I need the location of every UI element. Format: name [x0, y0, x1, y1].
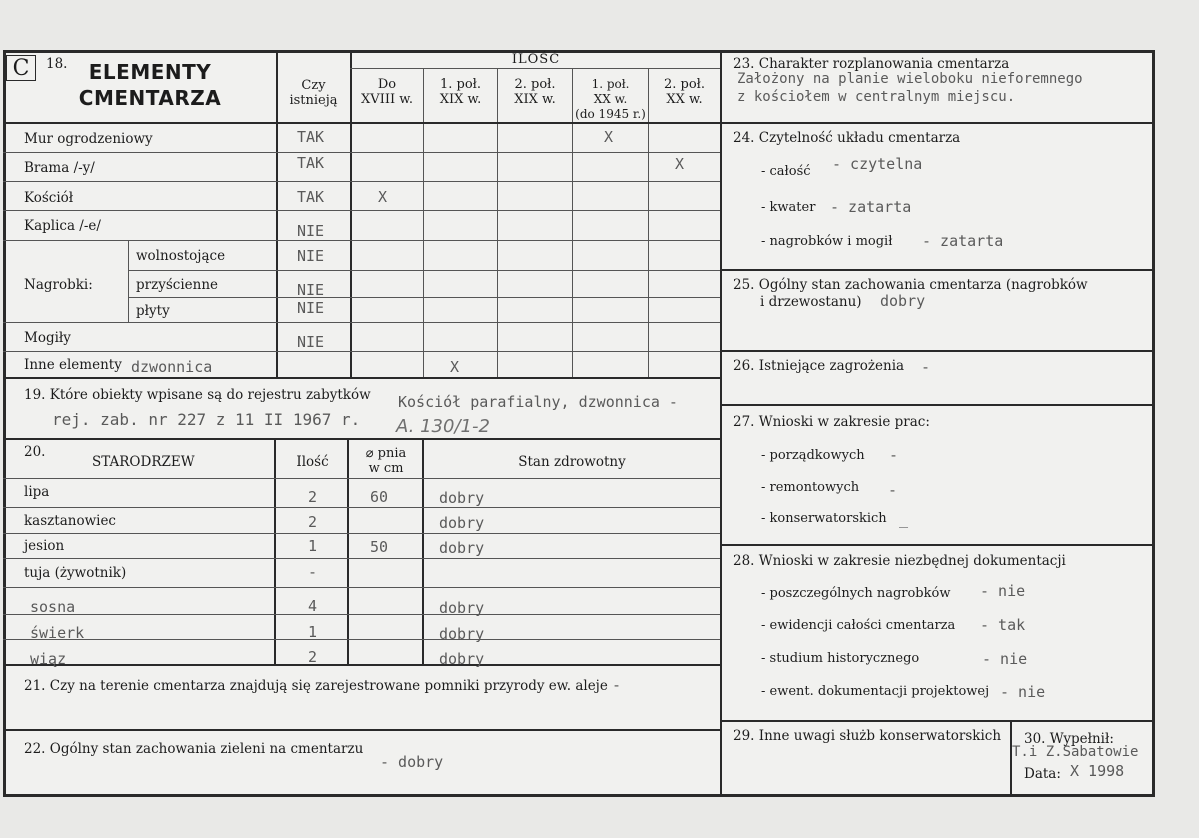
- section26-text: 26. Istniejące zagrożenia: [733, 358, 905, 374]
- section19-handwritten: A. 130/1-2: [396, 416, 490, 437]
- tree-state: dobry: [439, 599, 485, 617]
- section28-value: - nie: [980, 582, 1026, 600]
- section23-line2: z kościołem w centralnym miejscu.: [737, 89, 1016, 105]
- col-header-text: XVIII w.: [361, 92, 413, 107]
- value-kosciol-exists: TAK: [297, 188, 325, 206]
- section30-label: 30. Wypełnił:: [1024, 731, 1114, 747]
- section24-value: - czytelna: [832, 155, 923, 173]
- divider: [722, 404, 1153, 406]
- tree-count: 2: [307, 488, 318, 506]
- section27-title: 27. Wnioski w zakresie prac:: [733, 414, 930, 430]
- row-label-przyscienne: przyścienne: [136, 277, 219, 293]
- col-header-text: 2. poł.: [514, 77, 556, 92]
- row-line: [3, 614, 720, 615]
- section19-reg: rej. zab. nr 227 z 11 II 1967 r.: [52, 410, 361, 429]
- tree-count: 1: [307, 537, 318, 555]
- col-header-text: XIX w.: [439, 92, 482, 107]
- title-line-1: ELEMENTY: [88, 60, 212, 84]
- col-header-text: XX w.: [666, 92, 703, 107]
- tree-count: 2: [307, 513, 318, 531]
- section23-title: 23. Charakter rozplanowania cmentarza: [733, 56, 1010, 72]
- row-label-mogily: Mogiły: [24, 330, 71, 346]
- section20-number: 20.: [24, 444, 46, 460]
- tree-count: 1: [307, 623, 318, 641]
- section22-value: - dobry: [380, 753, 444, 771]
- tree-diameter: 60: [369, 488, 389, 506]
- col-header-text: 1. poł.: [591, 77, 630, 91]
- section28-value: - nie: [1000, 683, 1046, 701]
- tree-diameter: 50: [369, 538, 389, 556]
- section-number: 18.: [46, 56, 68, 72]
- tree-count: -: [307, 563, 318, 581]
- row-line: [3, 507, 720, 508]
- row-label-plyty: płyty: [136, 303, 170, 319]
- tree-name: kasztanowiec: [24, 513, 116, 529]
- divider: [722, 122, 1153, 124]
- tree-state: dobry: [439, 539, 485, 557]
- section28-label: - ewent. dokumentacji projektowej: [761, 684, 990, 699]
- divider: [3, 438, 722, 440]
- divider: [3, 377, 722, 379]
- section24-value: - zatarta: [922, 232, 1004, 250]
- section25-value: dobry: [880, 292, 926, 310]
- tree-name: jesion: [24, 538, 65, 554]
- section27-label: - porządkowych: [761, 448, 865, 463]
- row-line: [3, 181, 720, 182]
- divider: [722, 269, 1153, 271]
- divider: [3, 122, 722, 124]
- divider: [722, 350, 1153, 352]
- divider: [722, 720, 1153, 722]
- section22-text: 22. Ogólny stan zachowania zieleni na cmentarzu: [24, 741, 364, 757]
- value-brama-exists: TAK: [297, 154, 325, 172]
- row-line: [3, 587, 720, 588]
- col-header-2pol-xx: [649, 77, 720, 107]
- section30-date: X 1998: [1070, 762, 1125, 780]
- section25-line2: i drzewostanu): [760, 294, 862, 310]
- divider: [497, 68, 498, 378]
- tree-state: dobry: [439, 489, 485, 507]
- section25-line1: 25. Ogólny stan zachowania cmentarza (nagrobków: [733, 277, 1088, 293]
- mark-brama: X: [675, 155, 685, 173]
- divider: [3, 664, 722, 666]
- tree-count: 4: [307, 597, 318, 615]
- col-header-text: Do: [377, 77, 397, 92]
- section21-text: 21. Czy na terenie cmentarza znajdują się zarejestrowane pomniki przyrody ew. aleje: [24, 678, 608, 694]
- section27-label: - konserwatorskich: [761, 511, 887, 526]
- col-header-text: 1. poł.: [439, 77, 482, 92]
- section24-value: - zatarta: [830, 198, 912, 216]
- col-header-2pol-xix: [498, 77, 572, 107]
- tree-count: 2: [307, 648, 318, 666]
- value-mur-exists: TAK: [297, 128, 325, 146]
- value-mogily-exists: NIE: [297, 333, 325, 351]
- mark-kosciol: X: [378, 188, 388, 206]
- tree-name: tuja (żywotnik): [24, 565, 127, 581]
- section27-value: -: [889, 446, 899, 464]
- section30-name: T.i Z.Sabatowie: [1012, 744, 1139, 760]
- section-title: [70, 60, 230, 110]
- section24-title: 24. Czytelność układu cmentarza: [733, 130, 961, 146]
- row-line: [3, 533, 720, 534]
- col-header-stan: Stan zdrowotny: [518, 454, 626, 470]
- section19-question: 19. Które obiekty wpisane są do rejestru zabytków: [24, 387, 371, 403]
- section28-label: - ewidencji całości cmentarza: [761, 618, 956, 633]
- value-inne: dzwonnica: [131, 358, 213, 376]
- row-line: [3, 152, 720, 153]
- section30-date-label: Data:: [1024, 766, 1061, 782]
- tree-name: lipa: [24, 484, 50, 500]
- tree-state: dobry: [439, 625, 485, 643]
- divider: [648, 68, 649, 378]
- col-header-text: Czy: [301, 78, 326, 93]
- row-line: [128, 297, 720, 298]
- row-label-nagrobki: Nagrobki:: [24, 277, 93, 293]
- col-header-text: istnieją: [289, 93, 338, 108]
- divider: [350, 68, 720, 69]
- divider: [422, 440, 424, 665]
- tree-state: dobry: [439, 514, 485, 532]
- section28-title: 28. Wnioski w zakresie niezbędnej dokumentacji: [733, 553, 1066, 569]
- divider: [274, 440, 276, 665]
- section-letter: C: [6, 55, 36, 81]
- value-plyty: NIE: [297, 299, 325, 317]
- section28-value: - tak: [980, 616, 1026, 634]
- mark-mur: X: [604, 128, 614, 146]
- divider: [128, 240, 129, 322]
- col-header-text: ⌀ pnia: [365, 446, 407, 461]
- mark-inne: X: [450, 358, 460, 376]
- row-label-inne: Inne elementy: [24, 357, 122, 373]
- row-line: [3, 639, 720, 640]
- section27-value: -: [888, 481, 898, 499]
- title-line-2: CMENTARZA: [78, 86, 222, 110]
- tree-name: świerk: [30, 624, 85, 642]
- col-header-diameter: [349, 446, 423, 476]
- row-line: [3, 351, 720, 352]
- row-line: [3, 210, 720, 211]
- col-header-1pol-xix: [424, 77, 497, 107]
- row-label-kosciol: Kościół: [24, 190, 74, 206]
- col-header-text: 2. poł.: [663, 77, 706, 92]
- row-line: [3, 240, 720, 241]
- col-header-do-xviii: [351, 77, 423, 107]
- col-header-text: XIX w.: [514, 92, 556, 107]
- divider: [3, 729, 722, 731]
- col-header-text: XX w.: [593, 92, 628, 106]
- col-header-text: w cm: [368, 461, 404, 476]
- value-wolnostojace: NIE: [297, 247, 325, 265]
- col-header-text: (do 1945 r.): [575, 107, 646, 121]
- section24-label: - nagrobków i mogił: [761, 234, 893, 249]
- section27-value: _: [899, 510, 909, 528]
- section27-label: - remontowych: [761, 480, 860, 495]
- section24-label: - kwater: [761, 200, 816, 215]
- tree-state: dobry: [439, 650, 485, 668]
- row-line: [3, 478, 720, 479]
- row-label-brama: Brama /-y/: [24, 160, 95, 176]
- col-header-ilosc: Ilość: [296, 454, 329, 470]
- section28-value: - nie: [982, 650, 1028, 668]
- ilosc-header: ILOŚĆ: [511, 52, 561, 67]
- row-line: [3, 322, 720, 323]
- col-header-exists: [277, 78, 350, 108]
- row-label-mur: Mur ogrodzeniowy: [24, 131, 153, 147]
- col-header-starodrzew: STARODRZEW: [92, 454, 195, 470]
- section26-value: -: [921, 358, 931, 376]
- tree-name: wiąz: [30, 650, 67, 668]
- section29-text: 29. Inne uwagi służb konserwatorskich: [733, 728, 1002, 744]
- section23-line1: Założony na planie wieloboku nieforemnego: [737, 71, 1083, 87]
- col-header-1pol-xx: [573, 77, 648, 122]
- section19-answer: Kościół parafialny, dzwonnica -: [398, 393, 678, 411]
- row-label-wolnostojace: wolnostojące: [136, 248, 226, 264]
- value-kaplica-exists: NIE: [297, 222, 325, 240]
- row-line: [3, 558, 720, 559]
- section24-label: - całość: [761, 164, 811, 179]
- row-label-kaplica: Kaplica /-e/: [24, 218, 101, 234]
- divider: [423, 68, 424, 378]
- row-line: [128, 270, 720, 271]
- value-przyscienne: NIE: [297, 281, 325, 299]
- tree-name: sosna: [30, 598, 76, 616]
- divider: [722, 544, 1153, 546]
- section21-value: -: [612, 676, 622, 694]
- section28-label: - poszczególnych nagrobków: [761, 586, 951, 601]
- divider: [720, 52, 722, 797]
- section28-label: - studium historycznego: [761, 651, 920, 666]
